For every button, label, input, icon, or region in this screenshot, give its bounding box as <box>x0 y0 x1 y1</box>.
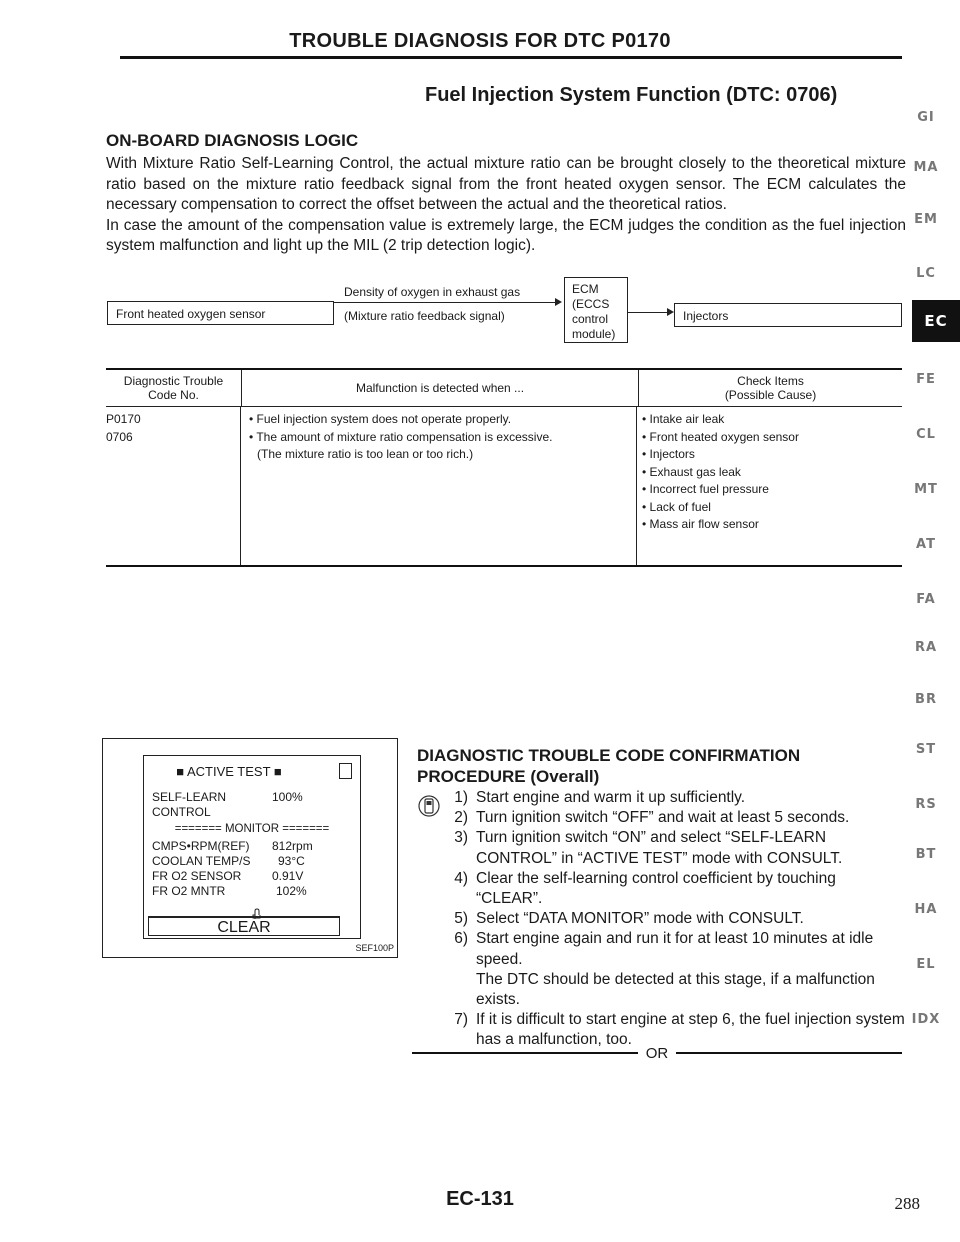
monitor-label: CMPS•RPM(REF) <box>152 839 250 853</box>
procedure-step <box>410 869 906 909</box>
or-label: OR <box>645 1044 669 1062</box>
header-dtc-line2: Code No. <box>148 388 199 402</box>
check-item: • Injectors <box>642 447 695 461</box>
check-item: • Mass air flow sensor <box>642 517 759 531</box>
consult-figure <box>102 738 398 958</box>
step-text: Start engine again and run it for at least 10 minutes at idle speed. <box>476 930 874 968</box>
screen-checkbox-icon[interactable] <box>339 763 352 779</box>
monitor-label: FR O2 MNTR <box>152 884 226 898</box>
header-malfunction: Malfunction is detected when ... <box>355 381 525 395</box>
step-number: 5) <box>454 910 468 928</box>
step-text: If it is difficult to start engine at step 6, the fuel injection system has a malfunction, too. <box>476 1011 905 1049</box>
monitor-value: 102% <box>276 884 307 898</box>
step-number: 6) <box>454 930 468 948</box>
procedure-note <box>410 970 906 1010</box>
self-learn-label: SELF-LEARN <box>152 790 227 804</box>
consult-screen <box>143 755 361 939</box>
cell-codes <box>106 407 241 565</box>
monitor-label: FR O2 SENSOR <box>152 869 242 883</box>
sidebar-tab-fe[interactable]: FE <box>916 372 936 387</box>
step-number: 4) <box>454 869 468 887</box>
monitor-divider: ======= MONITOR ======= <box>174 823 330 835</box>
procedure-heading-2: PROCEDURE (Overall) <box>417 767 600 786</box>
sidebar-tab-at[interactable]: AT <box>916 537 936 552</box>
step-number <box>410 970 476 1010</box>
control-label: CONTROL <box>152 805 211 819</box>
step-number: 3) <box>454 829 468 847</box>
front-sensor-box: Front heated oxygen sensor <box>107 301 334 325</box>
check-item: • Exhaust gas leak <box>642 464 741 479</box>
monitor-value: 812rpm <box>272 839 313 853</box>
monitor-value: 0.91V <box>272 869 304 883</box>
sidebar-tab-ha[interactable]: HA <box>914 902 938 917</box>
ecm-line-4: module) <box>572 327 616 341</box>
monitor-value: 93°C <box>278 854 305 868</box>
procedure-step <box>410 828 906 868</box>
sidebar-tab-ec-active[interactable]: EC <box>912 300 960 342</box>
sidebar-tab-st[interactable]: ST <box>915 742 937 757</box>
or-rule-left <box>412 1052 638 1054</box>
or-divider <box>412 1044 902 1062</box>
step-number: 2) <box>454 809 468 827</box>
sidebar-tab-gi[interactable]: GI <box>917 110 935 125</box>
step-text: Start engine and warm it up sufficiently. <box>476 789 746 806</box>
check-item: • Incorrect fuel pressure <box>642 482 769 496</box>
logic-paragraph-2: In case the amount of the compensation value is extremely large, the ECM judges the condition as the fuel injection system malfunction and light up the MIL (2 trip detection logic). <box>106 216 906 254</box>
cell-check-items <box>637 407 902 565</box>
procedure-heading-1: DIAGNOSTIC TROUBLE CODE CONFIRMATION <box>417 746 801 765</box>
header-possible-cause: (Possible Cause) <box>724 388 817 402</box>
cell-malfunction <box>241 407 637 565</box>
monitor-label: COOLAN TEMP/S <box>152 854 251 868</box>
ecm-line-3: control <box>572 312 609 326</box>
or-rule-right <box>676 1052 902 1054</box>
sidebar-tab-fa[interactable]: FA <box>916 592 936 607</box>
page-code: EC-131 <box>446 1188 514 1210</box>
ecm-line-2: (ECCS <box>572 297 610 311</box>
figure-id: SEF100P <box>355 943 394 953</box>
page-number: 288 <box>894 1194 920 1213</box>
page-header-title: TROUBLE DIAGNOSIS FOR DTC P0170 <box>289 30 671 52</box>
injectors-box: Injectors <box>674 303 902 327</box>
step-text: Turn ignition switch “ON” and select “SELF-LEARN CONTROL” in “ACTIVE TEST” mode with CONSULT. <box>476 829 843 867</box>
sidebar-tab-em[interactable]: EM <box>914 212 938 227</box>
section-subtitle: Fuel Injection System Function (DTC: 0706) <box>425 84 838 106</box>
check-item: • Intake air leak <box>642 412 725 426</box>
step-text: Select “DATA MONITOR” mode with CONSULT. <box>476 910 804 928</box>
header-rule <box>120 56 902 59</box>
ecm-line-1: ECM <box>572 282 599 296</box>
signal-arrow-head <box>555 298 562 306</box>
step-number: 1) <box>454 789 468 806</box>
sidebar-tab-cl[interactable]: CL <box>916 427 936 442</box>
col-check-header <box>639 370 902 406</box>
malfunction-item: • The amount of mixture ratio compensation is excessive. <box>249 429 553 444</box>
ecm-box <box>564 277 628 343</box>
procedure-step <box>410 808 906 828</box>
sidebar-tab-ra[interactable]: RA <box>914 640 938 655</box>
sidebar-tab-el[interactable]: EL <box>916 957 936 972</box>
logic-paragraph-1: With Mixture Ratio Self-Learning Control, the actual mixture ratio can be brought closely to the theoretical mixture ratio based on the mixture ratio feedback signal from the front heated oxygen sensor. The ECM calculates the necessary compensation to correct the offset between the actual and the theoretical ratios. <box>106 155 906 213</box>
check-item: • Lack of fuel <box>642 499 711 514</box>
check-item: • Front heated oxygen sensor <box>642 429 799 444</box>
malfunction-note: (The mixture ratio is too lean or too rich.) <box>257 447 474 461</box>
clear-button[interactable]: CLEAR <box>148 916 340 936</box>
sidebar-tab-rs[interactable]: RS <box>915 797 937 812</box>
sidebar-tab-br[interactable]: BR <box>915 692 937 707</box>
table-header-row <box>106 370 902 407</box>
sidebar-tab-lc[interactable]: LC <box>916 266 936 281</box>
header-check-items: Check Items <box>737 374 804 388</box>
code-p0170: P0170 <box>106 412 141 426</box>
signal-label-top: Density of oxygen in exhaust gas <box>344 285 521 299</box>
header-dtc-line1: Diagnostic Trouble <box>123 374 224 388</box>
procedure-step <box>410 929 906 969</box>
signal-arrow-line <box>334 302 556 303</box>
col-code-header <box>106 370 242 406</box>
procedure-steps <box>410 788 906 1051</box>
col-malfunction-header <box>242 370 639 406</box>
step-text: Turn ignition switch “OFF” and wait at least 5 seconds. <box>476 809 850 827</box>
monitor-rows <box>152 839 348 899</box>
table-body-row <box>106 407 902 567</box>
sidebar-tab-mt[interactable]: MT <box>914 482 938 497</box>
dtc-table-wrapper <box>106 368 902 567</box>
step-number: 7) <box>454 1011 468 1029</box>
sidebar-tab-idx[interactable]: IDX <box>911 1012 941 1027</box>
consult-title: ■ ACTIVE TEST ■ <box>176 764 282 779</box>
step-text: Clear the self-learning control coefficient by touching “CLEAR”. <box>476 869 836 908</box>
sidebar-tab-bt[interactable]: BT <box>915 847 937 862</box>
logic-text <box>106 154 906 257</box>
procedure-step <box>410 788 906 808</box>
sidebar-tab-ma[interactable]: MA <box>913 160 939 175</box>
signal-label-bottom: (Mixture ratio feedback signal) <box>344 309 505 323</box>
step-text: The DTC should be detected at this stage, if a malfunction exists. <box>476 970 875 1009</box>
self-learn-row <box>152 790 348 820</box>
injector-arrow-line <box>628 312 668 313</box>
self-learn-value: 100% <box>272 790 303 804</box>
malfunction-item: • Fuel injection system does not operate properly. <box>249 412 512 426</box>
injector-arrow-head <box>667 308 674 316</box>
code-0706: 0706 <box>106 429 133 444</box>
logic-heading: ON-BOARD DIAGNOSIS LOGIC <box>106 131 359 150</box>
procedure-step <box>410 909 906 929</box>
